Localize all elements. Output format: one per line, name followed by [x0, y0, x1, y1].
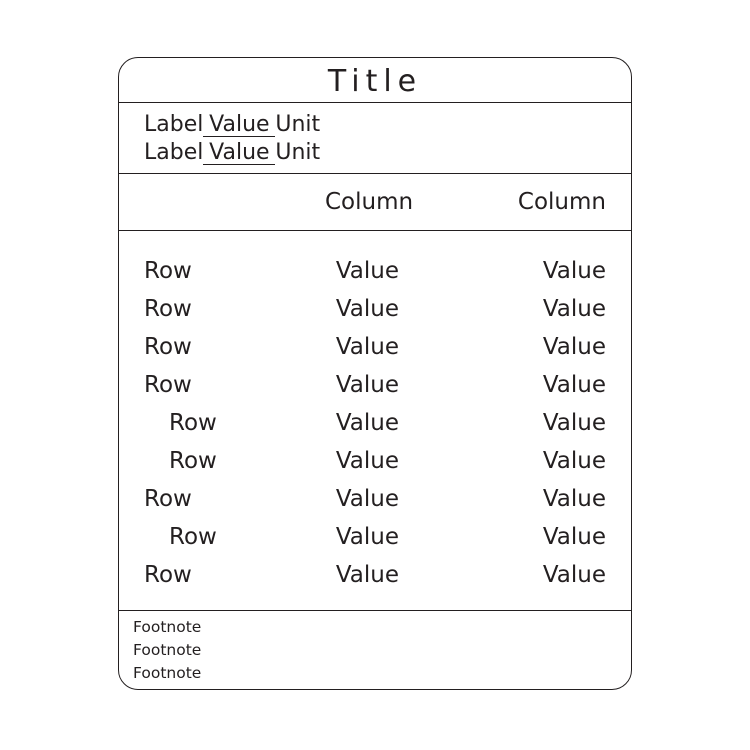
nutrient-name: Row	[144, 334, 192, 360]
nutrient-name: Row	[144, 372, 192, 398]
servings-per-package-row	[144, 140, 320, 165]
nutrient-name: Row	[144, 258, 192, 284]
nutrient-name: Row	[144, 562, 192, 588]
nutrient-daily-value: Value	[542, 372, 606, 398]
serving-size-value: Value	[203, 114, 275, 137]
nutrient-name: Row	[169, 448, 217, 474]
nutrient-amount: Value	[335, 410, 399, 436]
divider	[119, 102, 631, 103]
nutrient-daily-value: Value	[542, 486, 606, 512]
nutrient-daily-value: Value	[542, 562, 606, 588]
nutrient-daily-value: Value	[542, 258, 606, 284]
serving-size-row	[144, 112, 320, 137]
servings-per-package-value: Value	[203, 142, 275, 165]
nutrient-daily-value: Value	[542, 524, 606, 550]
nutrient-daily-value: Value	[542, 296, 606, 322]
divider	[119, 230, 631, 231]
nutrient-name: Row	[144, 296, 192, 322]
nutrient-daily-value: Value	[542, 410, 606, 436]
nutrient-amount: Value	[335, 562, 399, 588]
nutrient-daily-value: Value	[542, 334, 606, 360]
nutrient-name: Row	[144, 486, 192, 512]
nutrient-name: Row	[169, 410, 217, 436]
nutrient-amount: Value	[335, 448, 399, 474]
nutrient-amount: Value	[335, 258, 399, 284]
nutrient-amount: Value	[335, 296, 399, 322]
per-serving-column-header: Column	[325, 189, 414, 215]
daily-value-column-header: Column	[517, 189, 606, 215]
servings-per-package-unit: Unit	[275, 140, 321, 165]
divider	[119, 173, 631, 174]
footnote-line: Footnote	[133, 641, 202, 659]
serving-size-unit: Unit	[275, 112, 321, 137]
nutrient-daily-value: Value	[542, 448, 606, 474]
serving-size-label: Label	[144, 112, 204, 137]
footnote-line: Footnote	[133, 664, 202, 682]
servings-per-package-label: Label	[144, 140, 204, 165]
nutrient-amount: Value	[335, 486, 399, 512]
nutrient-amount: Value	[335, 334, 399, 360]
label-title: Title	[327, 64, 423, 99]
divider	[119, 610, 631, 611]
nutrient-name: Row	[169, 524, 217, 550]
nutrient-amount: Value	[335, 524, 399, 550]
nutrition-label-panel	[118, 57, 632, 690]
nutrient-amount: Value	[335, 372, 399, 398]
footnote-line: Footnote	[133, 618, 202, 636]
